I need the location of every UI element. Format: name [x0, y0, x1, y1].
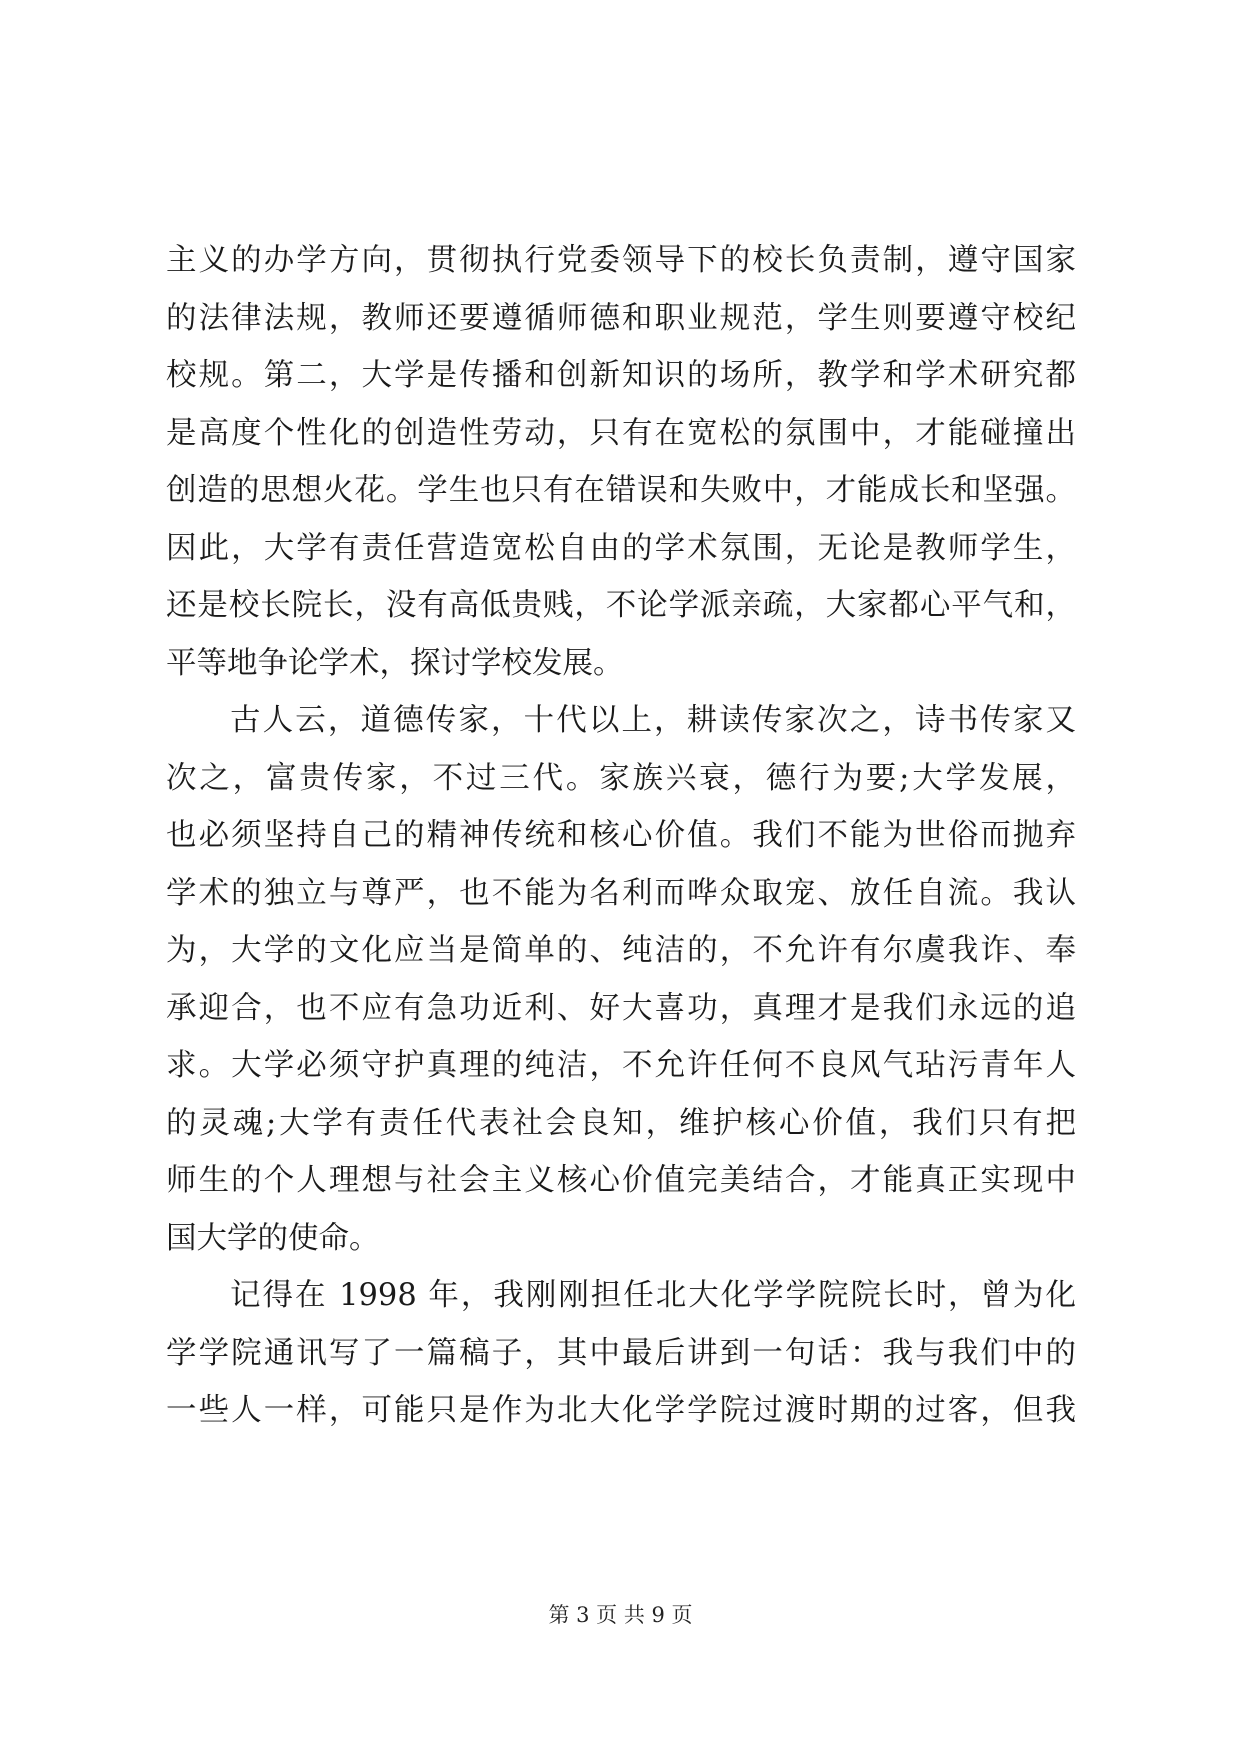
text-line: 承迎合，也不应有急功近利、好大喜功，真理才是我们永远的追	[166, 990, 1076, 1026]
text-line: 记得在 1998 年，我刚刚担任北大化学学院院长时，曾为化	[230, 1278, 1076, 1313]
paragraph	[166, 232, 1076, 692]
text-line: 是高度个性化的创造性劳动，只有在宽松的氛围中，才能碰撞出	[166, 415, 1076, 451]
text-line: 校规。第二，大学是传播和创新知识的场所，教学和学术研究都	[166, 358, 1076, 393]
text-line: 学术的独立与尊严，也不能为名利而哗众取宠、放任自流。我认	[166, 875, 1076, 911]
text-line: 也必须坚持自己的精神传统和核心价值。我们不能为世俗而抛弃	[166, 818, 1076, 853]
text-line: 国大学的使命。	[166, 1220, 380, 1256]
text-line: 还是校长院长，没有高低贵贱，不论学派亲疏，大家都心平气和，	[166, 588, 1076, 623]
text-line: 的法律法规，教师还要遵循师德和职业规范，学生则要遵守校纪	[166, 300, 1076, 336]
text-line: 主义的办学方向，贯彻执行党委领导下的校长负责制，遵守国家	[166, 243, 1076, 278]
text-line: 创造的思想火花。学生也只有在错误和失败中，才能成长和坚强。	[166, 473, 1076, 508]
text-line: 一些人一样，可能只是作为北大化学学院过渡时期的过客，但我	[166, 1393, 1076, 1428]
body-text	[166, 232, 1076, 1440]
text-line: 的灵魂;大学有责任代表社会良知，维护核心价值，我们只有把	[166, 1105, 1076, 1141]
text-line: 学学院通讯写了一篇稿子，其中最后讲到一句话：我与我们中的	[166, 1335, 1076, 1371]
page-footer: 第 3 页 共 9 页	[548, 1603, 693, 1627]
text-line: 次之，富贵传家，不过三代。家族兴衰，德行为要;大学发展，	[166, 760, 1076, 796]
text-line: 因此，大学有责任营造宽松自由的学术氛围，无论是教师学生，	[166, 530, 1076, 566]
text-line: 古人云，道德传家，十代以上，耕读传家次之，诗书传家又	[230, 703, 1076, 738]
paragraph	[166, 1267, 1076, 1440]
text-line: 为，大学的文化应当是简单的、纯洁的，不允许有尔虞我诈、奉	[166, 933, 1076, 968]
text-line: 求。大学必须守护真理的纯洁，不允许任何不良风气玷污青年人	[166, 1048, 1076, 1083]
paragraph	[166, 692, 1076, 1267]
text-line: 平等地争论学术，探讨学校发展。	[166, 645, 624, 681]
text-line: 师生的个人理想与社会主义核心价值完美结合，才能真正实现中	[166, 1163, 1076, 1198]
